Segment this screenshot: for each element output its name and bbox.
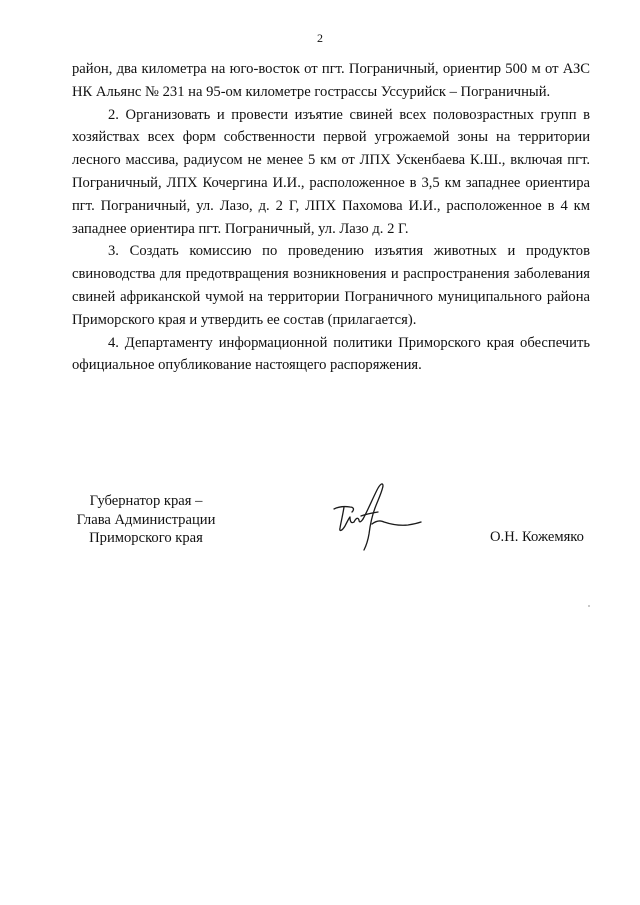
- signatory-position-line-2: Глава Администрации: [76, 511, 216, 528]
- paragraph-item-4: 4. Департаменту информационной политики Приморского края обеспечить официальное опубликование настоящего распоряжения.: [72, 334, 590, 374]
- signatory-name: О.Н. Кожемяко: [490, 529, 584, 545]
- scan-speck: [588, 605, 590, 607]
- signatory-position: [66, 492, 226, 548]
- signatory-position-line-1: Губернатор края –: [89, 493, 203, 509]
- paragraph-continuation: район, два километра на юго-восток от пгт. Пограничный, ориентир 500 м от АЗС НК Альянс № 231 на 95-ом километре гострассы Уссурийск – Пограничный.: [72, 61, 590, 100]
- document-body: [72, 58, 590, 377]
- paragraph-item-2: 2. Организовать и провести изъятие свиней всех половозрастных групп в хозяйствах всех форм собственности первой угрожаемой зоны на территории лесного массива, радиусом не менее 5 км от ЛПХ Ускенбаева К.Ш., включая пгт. Пограничный, ЛПХ Кочергина И.И., расположенное в 3,5 км западнее ориентира пгт. Пограничный, ул. Лазо, д. 2 Г, ЛПХ Пахомова И.И., расположенное в 4 км западнее ориентира пгт. Пограничный, ул. Лазо д. 2 Г.: [72, 106, 590, 237]
- signatory-position-line-3: Приморского края: [89, 530, 203, 546]
- page-number: 2: [317, 31, 323, 45]
- paragraph-item-3: 3. Создать комиссию по проведению изъятия животных и продуктов свиноводства для предотвращения возникновения и распространения заболевания свиней африканской чумой на территории Пограничного муниципального района Приморского края и утвердить ее состав (прилагается).: [72, 243, 590, 328]
- handwritten-signature: [328, 476, 424, 556]
